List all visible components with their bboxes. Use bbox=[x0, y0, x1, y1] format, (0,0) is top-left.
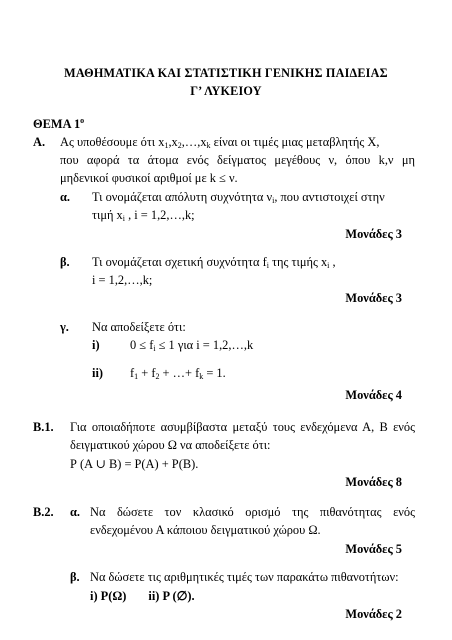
question-a-beta-label: β. bbox=[60, 255, 70, 269]
question-a-beta-line2: i = 1,2,…,k; bbox=[92, 273, 153, 287]
section-b2-alpha-line1: Να δώσετε τον κλασικό ορισμό της πιθανότητας ενός bbox=[90, 505, 415, 519]
question-a-beta-line1: Τι ονομάζεται σχετική συχνότητα $f_i$ της τιμής $x_i$ , bbox=[92, 255, 336, 270]
question-a-beta-marks: Μονάδες 3 bbox=[345, 291, 402, 305]
document-title-line2: Γ’ ΛΥΚΕΙΟΥ bbox=[190, 84, 262, 98]
question-a-gamma-ii-label: ii) bbox=[92, 366, 104, 380]
question-a-gamma-i-label: i) bbox=[92, 338, 100, 352]
section-b2-beta-line1: Να δώσετε τις αριθμητικές τιμές των παρακάτω πιθανοτήτων: bbox=[90, 570, 399, 584]
section-b2-alpha-line2: ενδεχομένου Α κάποιου δειγματικού χώρου Ω. bbox=[90, 523, 321, 537]
theme-heading: ΘΕΜΑ $1^o$ bbox=[33, 116, 85, 131]
section-a-label: Α. bbox=[33, 135, 46, 149]
question-a-alpha-label: α. bbox=[60, 190, 71, 204]
section-b2-alpha-marks: Μονάδες 5 bbox=[345, 542, 402, 556]
section-b2-beta-options: i) Ρ(Ω) ii) Ρ (∅). bbox=[90, 589, 195, 603]
section-b1-line1: Για οποιαδήποτε ασυμβίβαστα μεταξύ τους ενδεχόμενα Α, Β ενός bbox=[70, 420, 415, 434]
question-a-gamma-line1: Να αποδείξετε ότι: bbox=[92, 320, 186, 334]
section-a-line3: μηδενικοί φυσικοί αριθμοί με k ≤ ν. bbox=[60, 171, 238, 185]
question-a-gamma-label: γ. bbox=[60, 320, 69, 334]
section-b1-marks: Μονάδες 8 bbox=[345, 475, 402, 489]
question-a-alpha-line2: τιμή $x_i$ , i = 1,2,…,k; bbox=[92, 208, 195, 223]
question-a-gamma-marks: Μονάδες 4 bbox=[345, 388, 402, 402]
section-b2-alpha-label: α. bbox=[70, 505, 81, 519]
section-b2-beta-label: β. bbox=[70, 570, 80, 584]
section-b2-label: Β.2. bbox=[33, 505, 54, 519]
question-a-gamma-ii-text: $f_1 + f_2$ + …+ $f_k = 1$. bbox=[130, 366, 226, 381]
section-b1-line2: δειγματικού χώρου Ω να αποδείξετε ότι: bbox=[70, 438, 271, 452]
section-b1-label: Β.1. bbox=[33, 420, 54, 434]
section-a-line1: Ας υποθέσουμε ότι $x_1,x_2,\dots,x_k$ είναι οι τιμές μιας μεταβλητής Χ, bbox=[60, 135, 380, 150]
document-title-line1: ΜΑΘΗΜΑΤΙΚΑ ΚΑΙ ΣΤΑΤΙΣΤΙΚΗ ΓΕΝΙΚΗΣ ΠΑΙΔΕΙΑΣ bbox=[64, 66, 388, 80]
section-b1-line3: Ρ (Α ∪ Β) = Ρ(Α) + Ρ(Β). bbox=[70, 457, 199, 471]
section-b2-beta-marks: Μονάδες 2 bbox=[345, 607, 402, 621]
question-a-gamma-i-text: $0 \le f_i \le 1$ για i = 1,2,…,k bbox=[130, 338, 254, 353]
question-a-alpha-line1: Τι ονομάζεται απόλυτη συχνότητα $\nu_i$, που αντιστοιχεί στην bbox=[92, 190, 385, 205]
question-a-alpha-marks: Μονάδες 3 bbox=[345, 227, 402, 241]
section-a-line2: που αφορά τα άτομα ενός δείγματος μεγέθους ν, όπου k,ν μη bbox=[60, 153, 415, 167]
